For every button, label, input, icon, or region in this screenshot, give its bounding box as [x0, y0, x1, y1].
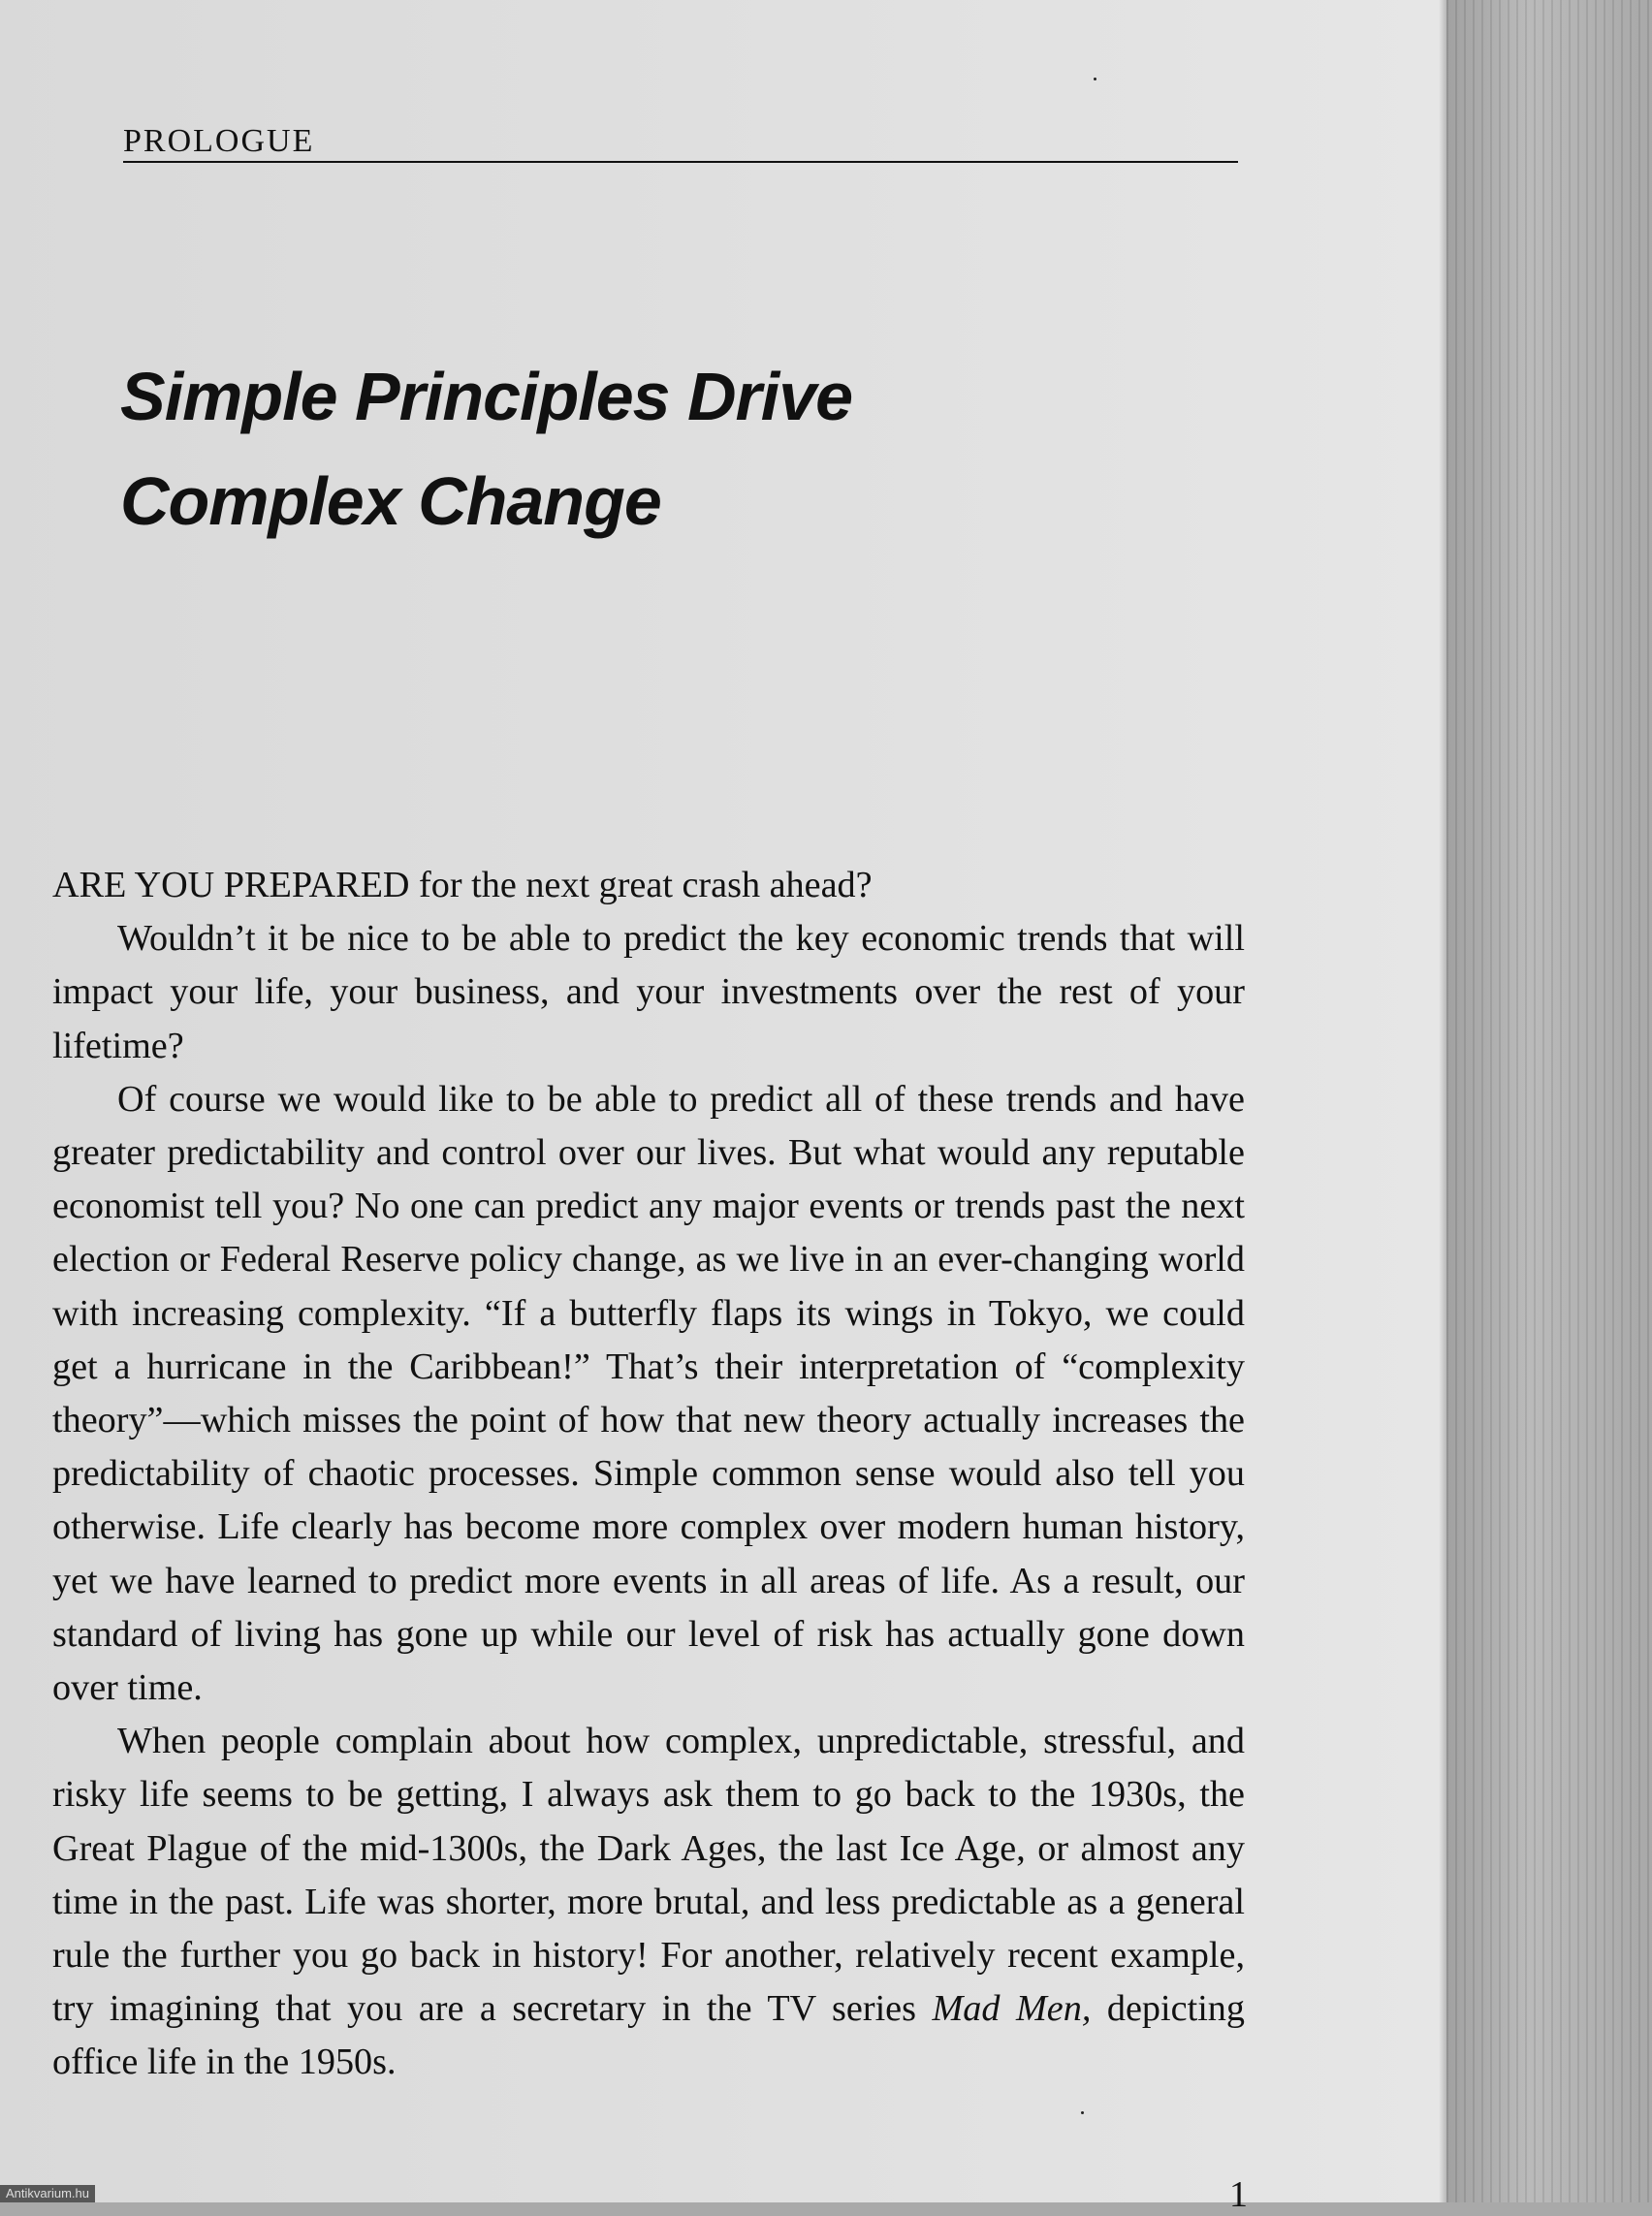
speck [1094, 78, 1096, 80]
watermark: Antikvarium.hu [0, 2185, 95, 2202]
paragraph-4 [52, 1715, 1245, 2089]
paragraph-3: Of course we would like to be able to predict all of these trends and have greater predictability and control over our lives. But what would any reputable economist tell you? No one can predict any major events or trends past the next election or Federal Reserve policy change, as we live in an ever-changing world with increasing complexity. “If a butterfly flaps its wings in Tokyo, we could get a hurricane in the Caribbean!” That’s their interpretation of “complexity theory”—which misses the point of how that new theory actually increases the predictability of chaotic processes. Simple common sense would also tell you otherwise. Life clearly has become more complex over modern human history, yet we have learned to predict more events in all areas of life. As a result, our standard of living has gone up while our level of risk has actually gone down over time. [52, 1078, 1245, 1709]
page-number: 1 [1229, 2174, 1248, 2215]
running-head [123, 123, 1238, 163]
book-page-edges [1446, 0, 1652, 2202]
running-head-text: PROLOGUE [123, 123, 315, 159]
paragraph-2: Wouldn’t it be nice to be able to predict the key economic trends that will impact your life, your business, and your investments over the rest of your lifetime? [52, 918, 1245, 1066]
paragraph-4-italic-title: Mad Men, [932, 1988, 1092, 2030]
chapter-title-line-1: Simple Principles Drive [120, 359, 853, 434]
paragraph-1: ARE YOU PREPARED for the next great crash ahead? [52, 865, 873, 905]
chapter-title-line-2: Complex Change [120, 463, 661, 539]
paragraph-4-text-a: When people complain about how complex, unpredictable, stressful, and risky life seems to be getting, I always ask them to go back to the 1930s, the Great Plague of the mid-1300s, the Dark Ages, the last Ice Age, or almost any time in the past. Life was shorter, more brutal, and less predictable as a general rule the further you go back in history! For another, relatively recent example, try imagining that you are a secretary in the TV series [52, 1721, 1245, 2030]
speck [1081, 2111, 1084, 2114]
body-text [52, 859, 1245, 2090]
chapter-title [120, 344, 1187, 554]
paragraph-4-text-b: depicting office life in the 1950s. [52, 1988, 1245, 2083]
